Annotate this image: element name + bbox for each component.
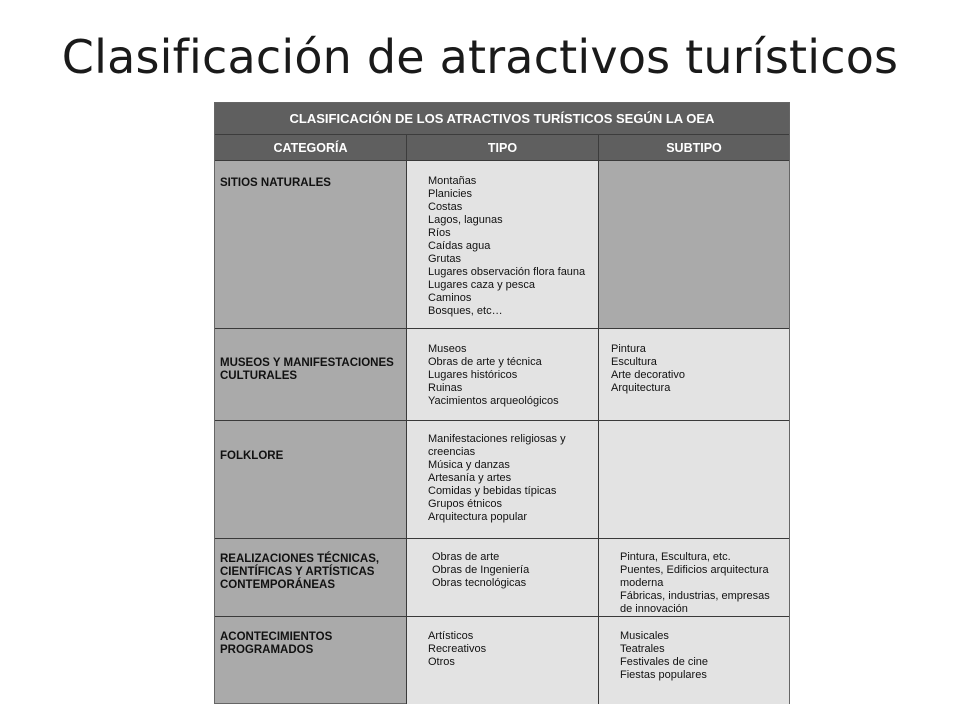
- tipo-item: Arquitectura popular: [428, 511, 528, 523]
- tipo-item: Bosques, etc…: [428, 305, 503, 317]
- tipo-item: Ruinas: [428, 382, 463, 394]
- subtipo-item: moderna: [620, 577, 664, 589]
- tipo-item: Recreativos: [428, 643, 487, 655]
- slide-title: Clasificación de atractivos turísticos: [61, 30, 899, 84]
- subtipo-item: Arquitectura: [611, 382, 671, 394]
- tipo-item: Obras de arte y técnica: [428, 356, 542, 368]
- category-cell: SITIOS NATURALES: [215, 161, 407, 329]
- tipo-cell: [407, 617, 599, 704]
- tipo-cell: [407, 329, 599, 421]
- tipo-cell: [407, 161, 599, 329]
- subtipo-item: Musicales: [620, 630, 669, 642]
- subtipo-item: Escultura: [611, 356, 657, 368]
- table-row: [215, 616, 789, 704]
- subtipo-item: Pintura, Escultura, etc.: [620, 551, 731, 563]
- subtipo-item: Fiestas populares: [620, 669, 707, 681]
- subtipo-cell: [599, 161, 789, 329]
- tipo-item: Montañas: [428, 175, 477, 187]
- tipo-item: creencias: [428, 446, 476, 458]
- subtipo-item: Pintura: [611, 343, 646, 355]
- subtipo-item: Arte decorativo: [611, 369, 685, 381]
- tipo-item: Comidas y bebidas típicas: [428, 485, 557, 497]
- subtipo-cell: [599, 329, 789, 421]
- category-cell: REALIZACIONES TÉCNICAS, CIENTÍFICAS Y ARTÍSTICAS CONTEMPORÁNEAS: [215, 539, 407, 617]
- column-header-subtipo: SUBTIPO: [599, 135, 789, 160]
- tipo-item: Obras tecnológicas: [432, 577, 527, 589]
- column-header-tipo: TIPO: [407, 135, 599, 160]
- tipo-item: Obras de Ingeniería: [432, 564, 530, 576]
- column-header-categoria: CATEGORÍA: [215, 135, 407, 160]
- category-cell: MUSEOS Y MANIFESTACIONES CULTURALES: [215, 329, 407, 421]
- tipo-item: Ríos: [428, 227, 451, 239]
- tipo-item: Obras de arte: [432, 551, 500, 563]
- subtipo-cell: [599, 617, 789, 704]
- subtipo-item: Festivales de cine: [620, 656, 709, 668]
- oea-classification-table: [214, 102, 790, 704]
- subtipo-item: Fábricas, industrias, empresas: [620, 590, 770, 602]
- table-title: CLASIFICACIÓN DE LOS ATRACTIVOS TURÍSTICOS SEGÚN LA OEA: [215, 103, 789, 135]
- tipo-item: Lugares caza y pesca: [428, 279, 536, 291]
- subtipo-item: Puentes, Edificios arquitectura: [620, 564, 769, 576]
- tipo-item: Lagos, lagunas: [428, 214, 503, 226]
- table-row: [215, 160, 789, 329]
- tipo-item: Grupos étnicos: [428, 498, 502, 510]
- subtipo-cell: [599, 421, 789, 539]
- tipo-cell: [407, 539, 599, 617]
- table-row: [215, 328, 789, 421]
- tipo-item: Yacimientos arqueológicos: [428, 395, 559, 407]
- category-cell: ACONTECIMIENTOS PROGRAMADOS: [215, 617, 407, 704]
- tipo-item: Otros: [428, 656, 455, 668]
- tipo-cell: [407, 421, 599, 539]
- tipo-item: Caminos: [428, 292, 472, 304]
- tipo-item: Manifestaciones religiosas y: [428, 433, 566, 445]
- tipo-item: Museos: [428, 343, 467, 355]
- tipo-item: Artesanía y artes: [428, 472, 512, 484]
- category-cell: FOLKLORE: [215, 421, 407, 539]
- table-row: [215, 538, 789, 617]
- tipo-item: Música y danzas: [428, 459, 510, 471]
- tipo-item: Planicies: [428, 188, 473, 200]
- tipo-item: Costas: [428, 201, 463, 213]
- subtipo-item: de innovación: [620, 603, 688, 615]
- tipo-item: Lugares históricos: [428, 369, 518, 381]
- tipo-item: Grutas: [428, 253, 462, 265]
- tipo-item: Caídas agua: [428, 240, 491, 252]
- subtipo-item: Teatrales: [620, 643, 665, 655]
- table-row: [215, 420, 789, 539]
- subtipo-cell: [599, 539, 789, 617]
- tipo-item: Lugares observación flora fauna: [428, 266, 586, 278]
- tipo-item: Artísticos: [428, 630, 474, 642]
